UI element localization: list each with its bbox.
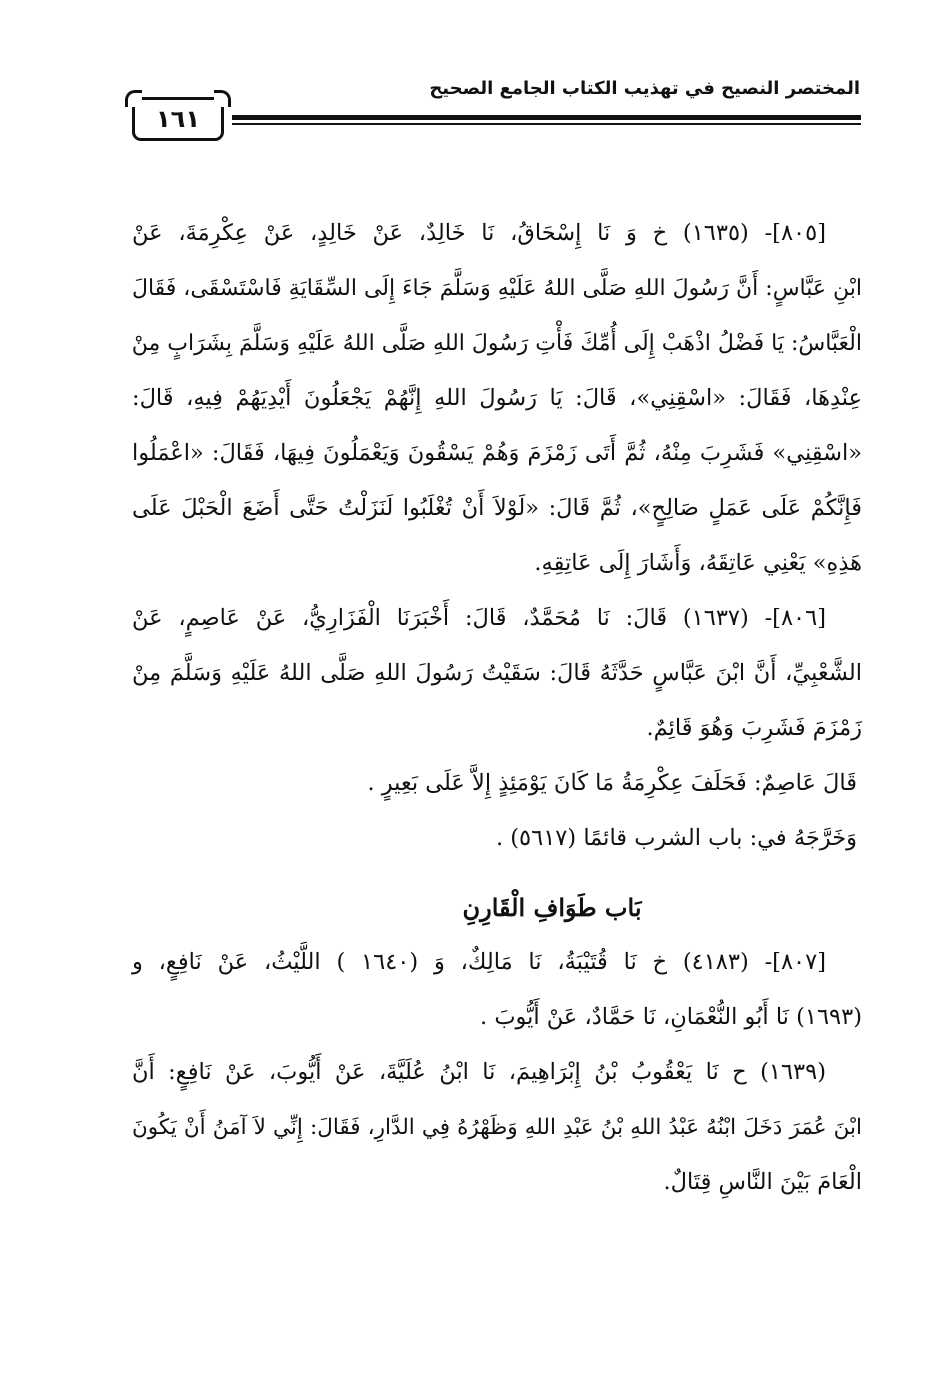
text-line: الشَّعْبِيِّ، أَنَّ ابْنَ عَبَّاسٍ حَدَّثَهُ قَالَ: سَقَيْتُ رَسُولَ اللهِ صَلَّى اللهُ عَلَيْهِ وَسَلَّمَ مِنْ bbox=[132, 660, 862, 686]
text-line: [٨٠٧]- (٤١٨٣) خ نَا قُتَيْبَةُ، نَا مَالِكٌ، وَ (١٦٤٠ ) اللَّيْثُ، عَنْ نَافِعٍ، و bbox=[132, 949, 826, 975]
asim-note: قَالَ عَاصِمٌ: فَحَلَفَ عِكْرِمَةُ مَا كَانَ يَوْمَئِذٍ إِلاَّ عَلَى بَعِيرٍ . bbox=[367, 770, 857, 796]
text-line: عِنْدِهَا، فَقَالَ: «اسْقِنِي»، قَالَ: يَا رَسُولَ اللهِ إِنَّهُمْ يَجْعَلُونَ أَيْدِيَهُمْ فِيهِ، قَالَ: bbox=[132, 385, 862, 411]
takhrij-note: وَخَرَّجَهُ في: باب الشرب قائمًا (٥٦١٧) . bbox=[495, 825, 857, 851]
page-number: ١٦١ bbox=[156, 105, 200, 133]
text-line: زَمْزَمَ فَشَرِبَ وَهُوَ قَائِمٌ. bbox=[646, 715, 862, 741]
text-line: [٨٠٦]- (١٦٣٧) قَالَ: نَا مُحَمَّدٌ، قَالَ: أَخْبَرَنَا الْفَزَارِيُّ، عَنْ عَاصِمٍ، عَنْ bbox=[132, 605, 826, 631]
box-ornament-left bbox=[125, 90, 142, 107]
section-heading: بَاب طَوَافِ الْقَارِنِ bbox=[462, 893, 642, 922]
text-line: هَذِهِ» يَعْنِي عَاتِقَهُ، وَأَشَارَ إِلَى عَاتِقِهِ. bbox=[534, 550, 862, 576]
text-line: ابْنِ عَبَّاسٍ: أَنَّ رَسُولَ اللهِ صَلَّى اللهُ عَلَيْهِ وَسَلَّمَ جَاءَ إِلَى السِّقَايَةِ فَاسْتَسْقَى، فَقَالَ bbox=[131, 276, 862, 301]
box-ornament-right bbox=[214, 90, 231, 107]
header-rule-thin bbox=[232, 123, 861, 125]
text-line: (١٦٣٩) ح نَا يَعْقُوبُ بْنُ إِبْرَاهِيمَ، نَا ابْنُ عُلَيَّةَ، عَنْ أَيُّوبَ، عَنْ نَافِعٍ: أَنَّ bbox=[132, 1059, 826, 1085]
text-line: فَإِنَّكُمْ عَلَى عَمَلٍ صَالِحٍ»، ثُمَّ قَالَ: «لَوْلاَ أَنْ تُغْلَبُوا لَنَزَلْتُ حَتَّى أَضَعَ الْحَبْلَ عَلَى bbox=[132, 495, 862, 521]
hadith-806 bbox=[132, 591, 862, 756]
page-number-box bbox=[132, 97, 224, 141]
text-line: (١٦٩٣) نَا أَبُو النُّعْمَانِ، نَا حَمَّادٌ، عَنْ أَيُّوبَ . bbox=[480, 1004, 862, 1030]
header-rule bbox=[232, 115, 861, 120]
page-body bbox=[132, 206, 862, 1210]
hadith-1639 bbox=[132, 1045, 862, 1210]
text-line: الْعَامَ بَيْنَ النَّاسِ قِتَالٌ. bbox=[663, 1169, 862, 1195]
hadith-805 bbox=[132, 206, 862, 591]
text-line: [٨٠٥]- (١٦٣٥) خ وَ نَا إِسْحَاقُ، نَا خَالِدٌ، عَنْ خَالِدٍ، عَنْ عِكْرِمَةَ، عَنْ bbox=[132, 220, 826, 246]
hadith-807 bbox=[132, 935, 862, 1045]
book-title: المختصر النصيح في تهذيب الكتاب الجامع الصحيح bbox=[429, 78, 860, 99]
text-line: «اسْقِنِي» فَشَرِبَ مِنْهُ، ثُمَّ أَتَى زَمْزَمَ وَهُمْ يَسْقُونَ وَيَعْمَلُونَ فِيهَا، فَقَالَ: «اعْمَلُوا bbox=[132, 440, 862, 466]
text-line: الْعَبَّاسُ: يَا فَضْلُ اذْهَبْ إِلَى أُمِّكَ فَأْتِ رَسُولَ اللهِ صَلَّى اللهُ عَلَيْهِ وَسَلَّمَ بِشَرَابٍ مِنْ bbox=[131, 331, 862, 356]
text-line: ابْنَ عُمَرَ دَخَلَ ابْنُهُ عَبْدُ اللهِ بْنُ عَبْدِ اللهِ وَظَهْرُهُ فِي الدَّارِ، فَقَالَ: إِنِّي لاَ آمَنُ أَنْ يَكُونَ bbox=[132, 1115, 862, 1140]
